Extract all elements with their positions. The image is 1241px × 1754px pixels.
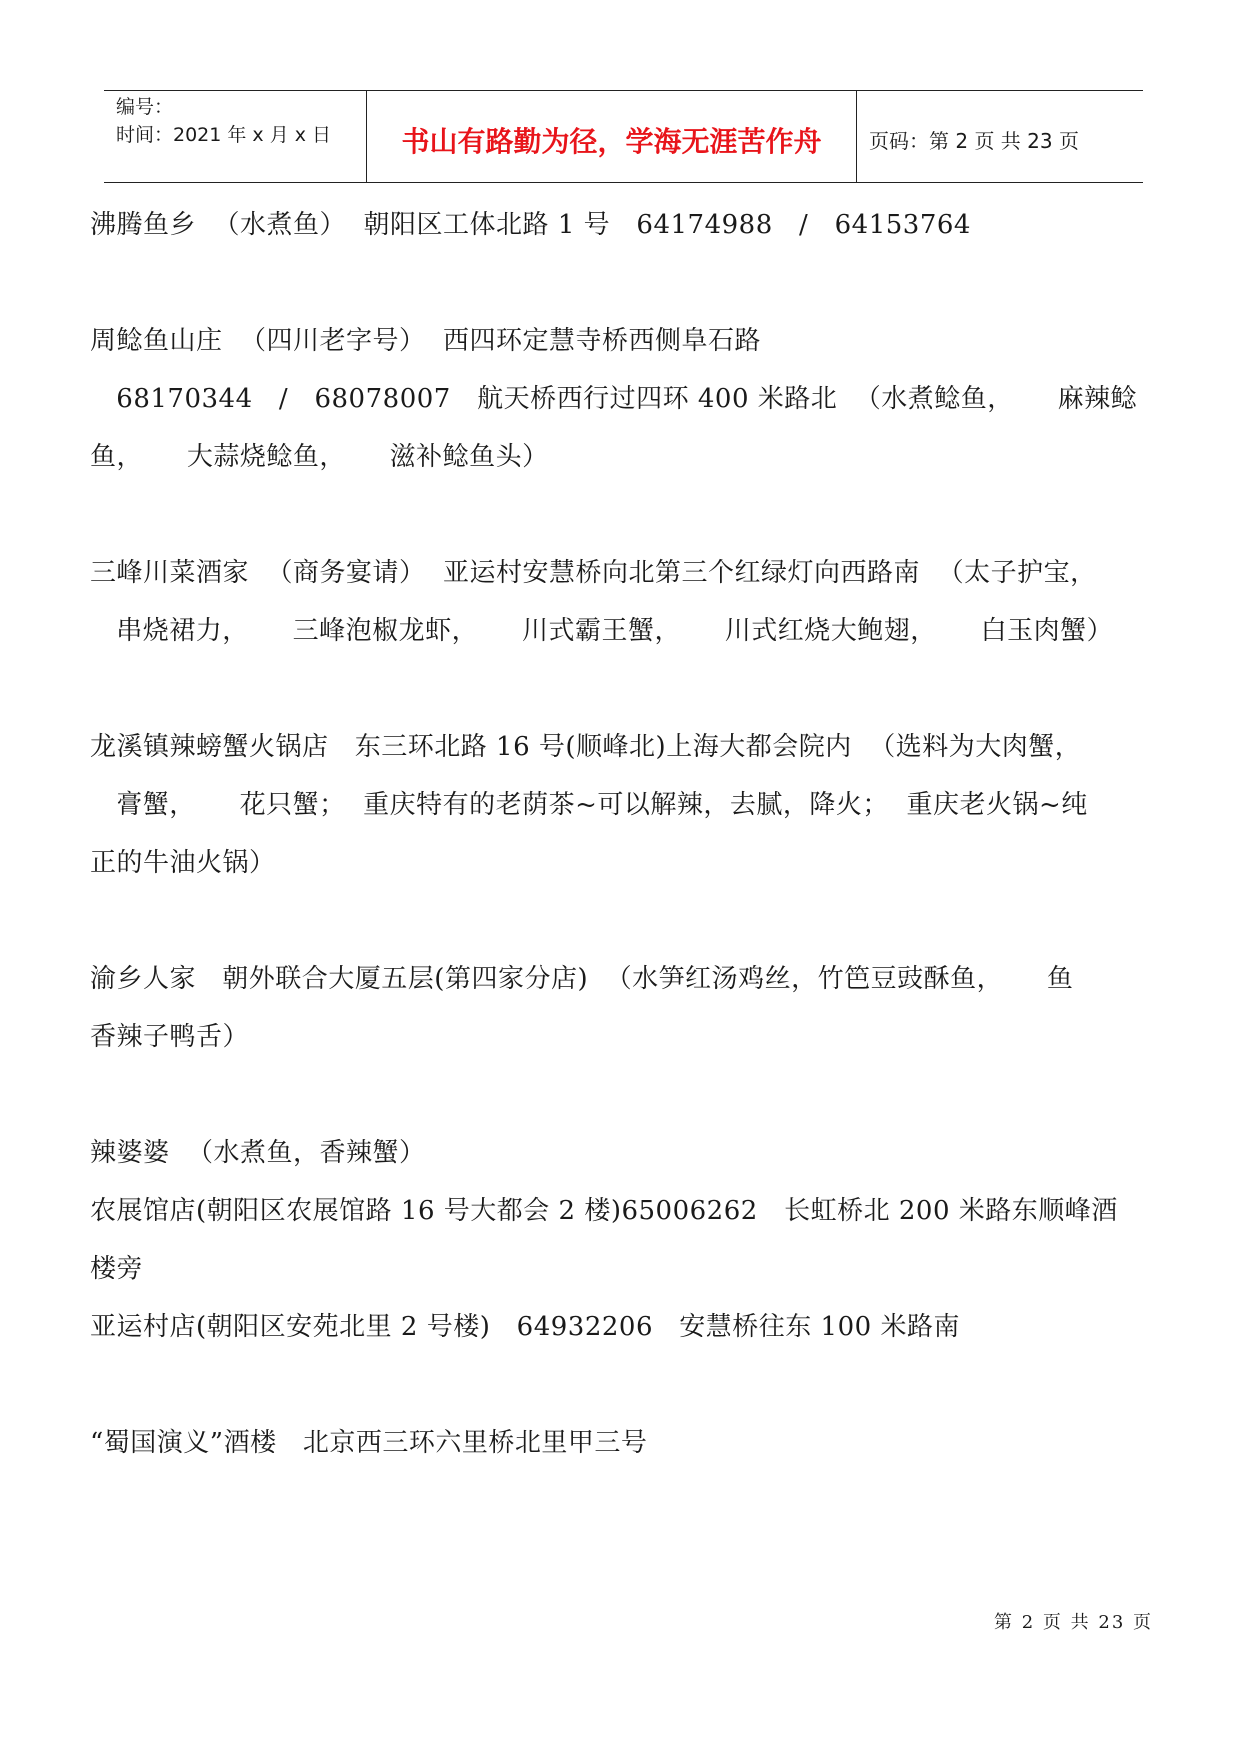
text-line: 串烧裙力， 三峰泡椒龙虾， 川式霸王蟹， 川式红烧大鲍翅， 白玉肉蟹） [90, 616, 1114, 646]
text-line: 68170344 / 68078007 航天桥西行过四环 400 米路北 （水煮鲶鱼， 麻辣鲶 [90, 384, 1138, 414]
text-line: 香辣子鸭舌） [90, 1022, 250, 1052]
text-line: 沸腾鱼乡 （水煮鱼） 朝阳区工体北路 1 号 64174988 / 64153764 [90, 210, 971, 240]
text-line: 鱼， 大蒜烧鲶鱼， 滋补鲶鱼头） [90, 442, 549, 472]
header-motto: 书山有路勤为径，学海无涯苦作舟 [367, 91, 857, 182]
header-meta [104, 91, 367, 182]
header-page-number: 页码：第 2 页 共 23 页 [869, 129, 1079, 153]
text-line: 正的牛油火锅） [90, 848, 276, 878]
text-line: “蜀国演义”酒楼 北京西三环六里桥北里甲三号 [90, 1428, 648, 1458]
text-line: 渝乡人家 朝外联合大厦五层(第四家分店) （水笋红汤鸡丝，竹笆豆豉酥鱼， 鱼 [90, 964, 1074, 994]
text-line: 周鲶鱼山庄 （四川老字号） 西四环定慧寺桥西侧阜石路 [90, 326, 762, 356]
text-line: 三峰川菜酒家 （商务宴请） 亚运村安慧桥向北第三个红绿灯向西路南 （太子护宝， [90, 558, 1097, 588]
text-line: 辣婆婆 （水煮鱼，香辣蟹） [90, 1138, 426, 1168]
text-line: 龙溪镇辣螃蟹火锅店 东三环北路 16 号(顺峰北)上海大都会院内 （选料为大肉蟹， [90, 732, 1082, 762]
document-number: 编号： [116, 96, 174, 118]
document-time: 时间：2021 年 x 月 x 日 [116, 124, 332, 146]
text-line: 膏蟹， 花只蟹； 重庆特有的老荫茶~可以解辣，去腻，降火； 重庆老火锅~纯 [90, 790, 1088, 820]
page-footer: 第 2 页 共 23 页 [994, 1612, 1153, 1633]
text-line: 亚运村店(朝阳区安苑北里 2 号楼) 64932206 安慧桥往东 100 米路南 [90, 1312, 960, 1342]
page-header [104, 90, 1143, 183]
text-line: 楼旁 [90, 1254, 144, 1284]
text-line: 农展馆店(朝阳区农展馆路 16 号大都会 2 楼)65006262 长虹桥北 200 米路东顺峰酒 [90, 1196, 1118, 1226]
